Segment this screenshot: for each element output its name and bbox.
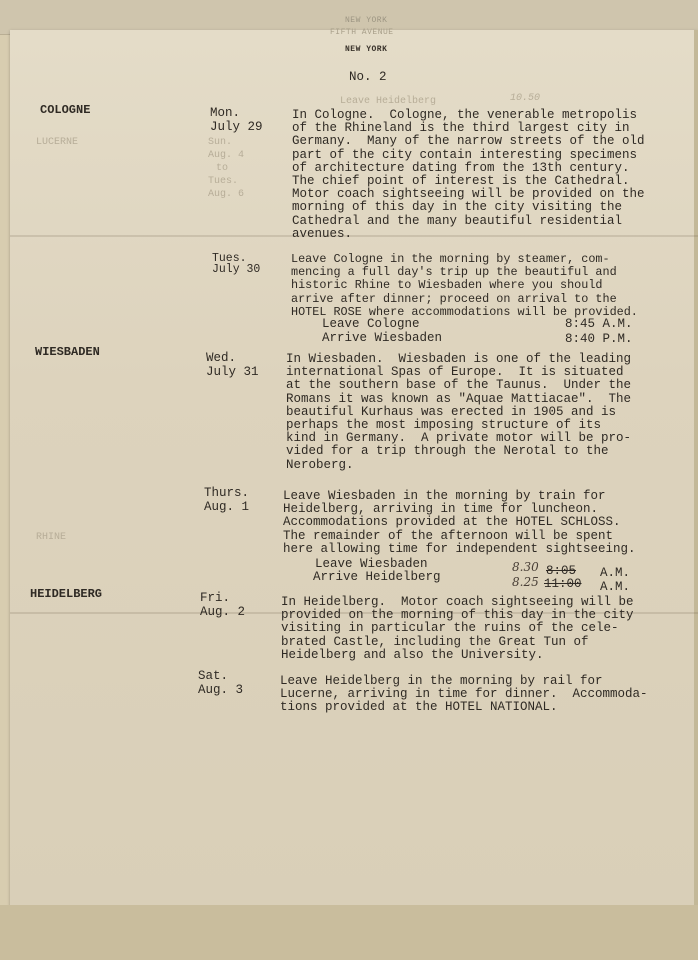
schedule-label: Leave Wiesbaden bbox=[315, 557, 428, 571]
sheet-edge bbox=[694, 30, 698, 910]
entry-day: Tues. bbox=[212, 252, 247, 265]
entry-day: Sat. bbox=[198, 669, 229, 683]
schedule-label: Arrive Heidelberg bbox=[313, 570, 441, 584]
body-line: In Wiesbaden. Wiesbaden is one of the leading bbox=[286, 352, 632, 366]
schedule-suffix: A.M. bbox=[600, 580, 631, 594]
entry-date: Aug. 2 bbox=[200, 605, 246, 619]
entry-body bbox=[291, 253, 638, 319]
bleed-through-date: Tues. bbox=[208, 176, 239, 187]
location-cologne: COLOGNE bbox=[40, 103, 91, 117]
entry-body bbox=[280, 675, 648, 715]
entry-day: Wed. bbox=[206, 351, 237, 365]
body-line: perhaps the most imposing structure of its bbox=[286, 418, 602, 433]
bleed-through-date: Aug. 6 bbox=[208, 189, 245, 200]
body-line: beautiful Kurhaus was erected in 1905 and is bbox=[286, 404, 617, 419]
bleed-through-time: 10.50 bbox=[510, 93, 541, 104]
entry-date: Aug. 3 bbox=[198, 683, 244, 697]
handwritten-time: 8.25 bbox=[512, 575, 539, 589]
schedule-label: Leave Cologne bbox=[322, 317, 420, 331]
body-line: visiting in particular the ruins of the cele- bbox=[281, 621, 619, 636]
location-heidelberg: HEIDELBERG bbox=[30, 587, 103, 601]
body-line: In Cologne. Cologne, the venerable metropolis bbox=[292, 108, 638, 122]
body-line: HOTEL ROSE where accommodations will be provided. bbox=[291, 304, 638, 319]
bottom-backing bbox=[0, 905, 698, 960]
letterhead-city: NEW YORK bbox=[345, 45, 388, 54]
bleed-through-lucerne: LUCERNE bbox=[36, 137, 79, 148]
entry-day: Fri. bbox=[200, 591, 231, 605]
body-line: avenues. bbox=[292, 226, 353, 241]
body-line: The remainder of the afternoon will be spent bbox=[283, 528, 614, 543]
bleed-through-date: to bbox=[216, 163, 229, 174]
body-line: arrive after dinner; proceed on arrival to the bbox=[291, 291, 617, 306]
body-line: here allowing time for independent sightseeing. bbox=[283, 541, 636, 556]
body-line: Accommodations provided at the HOTEL SCHLOSS. bbox=[283, 515, 621, 530]
body-line: at the southern base of the Taunus. Under the bbox=[286, 378, 632, 393]
entry-date: Aug. 1 bbox=[204, 500, 250, 514]
entry-body bbox=[292, 109, 645, 241]
entry-date: July 29 bbox=[210, 120, 263, 134]
body-line: Cathedral and the many beautiful residential bbox=[292, 213, 623, 228]
entry-date: July 30 bbox=[212, 263, 261, 276]
handwritten-time: 8.30 bbox=[512, 560, 539, 574]
schedule-suffix: A.M. bbox=[600, 566, 631, 580]
body-line: vided for a trip through the Nerotal to the bbox=[286, 444, 609, 459]
body-line: Heidelberg and also the University. bbox=[281, 647, 544, 662]
body-line: of architecture dating from the 13th century. bbox=[292, 160, 630, 175]
body-line: kind in Germany. A private motor will be pro- bbox=[286, 431, 632, 446]
body-line: Romans it was known as "Aquae Mattiacae". The bbox=[286, 391, 632, 406]
body-line: historic Rhine to Wiesbaden where you should bbox=[291, 278, 603, 293]
body-line: Leave Cologne in the morning by steamer, com- bbox=[291, 252, 610, 266]
struck-time: 8:05 bbox=[546, 564, 577, 578]
body-line: of the Rhineland is the third largest city in bbox=[292, 121, 630, 136]
entry-date: July 31 bbox=[206, 365, 259, 379]
entry-body bbox=[283, 490, 636, 556]
body-line: Lucerne, arriving in time for dinner. Accommoda- bbox=[280, 687, 648, 702]
body-line: part of the city contain interesting specimens bbox=[292, 147, 638, 162]
bleed-through-date: Aug. 4 bbox=[208, 150, 245, 161]
schedule-time: 8:45 A.M. bbox=[565, 317, 633, 331]
body-line: In Heidelberg. Motor coach sightseeing will be bbox=[281, 595, 634, 609]
bleed-through-date: Sun. bbox=[208, 137, 233, 148]
body-line: tions provided at the HOTEL NATIONAL. bbox=[280, 700, 558, 715]
bleed-through-rhine: RHINE bbox=[36, 532, 67, 543]
schedule-label: Arrive Wiesbaden bbox=[322, 331, 443, 345]
body-line: Germany. Many of the narrow streets of the old bbox=[292, 134, 645, 149]
body-line: Motor coach sightseeing will be provided on the bbox=[292, 187, 645, 202]
letterhead-top: NEW YORK bbox=[345, 16, 388, 25]
letterhead-address: FIFTH AVENUE bbox=[330, 28, 394, 37]
location-wiesbaden: WIESBADEN bbox=[35, 345, 100, 359]
schedule-time: 8:40 P.M. bbox=[565, 332, 633, 346]
entry-body bbox=[281, 596, 634, 662]
entry-day: Thurs. bbox=[204, 486, 250, 500]
page-number: No. 2 bbox=[349, 70, 387, 84]
body-line: The chief point of interest is the Cathedral. bbox=[292, 174, 630, 189]
body-line: international Spas of Europe. It is situated bbox=[286, 365, 624, 380]
struck-time: 11:00 bbox=[544, 577, 582, 591]
body-line: brated Castle, including the Great Tun of bbox=[281, 634, 589, 649]
body-line: provided on the morning of this day in the city bbox=[281, 608, 634, 623]
entry-day: Mon. bbox=[210, 106, 241, 120]
body-line: Leave Wiesbaden in the morning by train for bbox=[283, 489, 606, 503]
body-line: morning of this day in the city visiting the bbox=[292, 200, 623, 215]
body-line: mencing a full day's trip up the beautiful and bbox=[291, 265, 617, 280]
entry-body bbox=[286, 353, 631, 472]
body-line: Heidelberg, arriving in time for luncheon. bbox=[283, 502, 599, 517]
body-line: Leave Heidelberg in the morning by rail for bbox=[280, 674, 603, 688]
body-line: Neroberg. bbox=[286, 457, 354, 472]
bleed-through-line: Leave Heidelberg bbox=[340, 96, 437, 107]
